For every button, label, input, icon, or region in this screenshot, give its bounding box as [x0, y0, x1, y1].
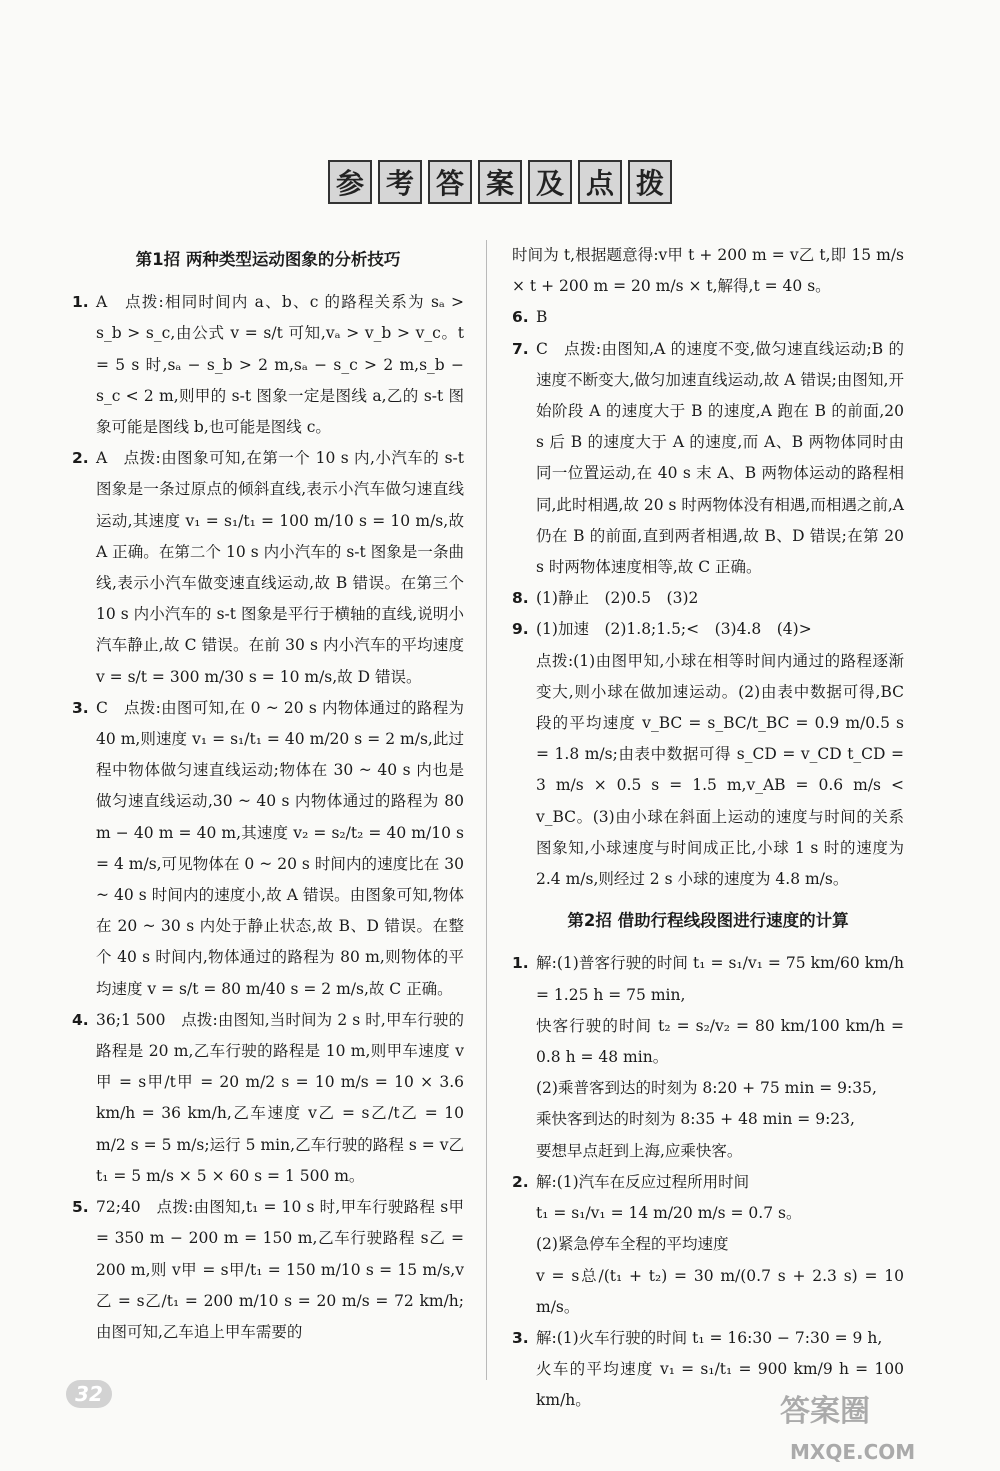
- page-header: [0, 160, 1000, 204]
- item-number: 2.: [72, 449, 89, 468]
- continued-text: 时间为 t,根据题意得:v甲 t + 200 m = v乙 t,即 15 m/s × t + 200 m = 20 m/s × t,解得,t = 40 s。: [512, 246, 904, 296]
- answer-item: [512, 302, 904, 333]
- item-line: 解:(1)普客行驶的时间 t₁ = s₁/v₁ = 75 km/60 km/h = 1.25 h = 75 min,: [536, 954, 904, 1004]
- section-heading-2: 第2招 借助行程线段图进行速度的计算: [567, 911, 849, 931]
- answer-item: [72, 443, 464, 693]
- item-line: 火车的平均速度 v₁ = s₁/t₁ = 900 km/9 h = 100 km/h。: [536, 1360, 904, 1410]
- item-line: 快客行驶的时间 t₂ = s₂/v₂ = 80 km/100 km/h = 0.8 h = 48 min。: [536, 1016, 904, 1067]
- item-text: (1)加速 (2)1.8;1.5;< (3)4.8 (4)>: [536, 620, 812, 639]
- right-column: [512, 240, 904, 1417]
- title-char: 案: [478, 160, 522, 204]
- item-line: 解:(1)火车行驶的时间 t₁ = 16:30 − 7:30 = 9 h,: [536, 1328, 883, 1347]
- item-number: 2.: [512, 1172, 529, 1191]
- item-line: t₁ = s₁/v₁ = 14 m/20 m/s = 0.7 s。: [536, 1204, 802, 1223]
- section-heading-1: 第1招 两种类型运动图象的分析技巧: [135, 250, 401, 269]
- answer-item: [72, 693, 464, 1005]
- title-char: 拨: [628, 160, 672, 204]
- title-char: 参: [328, 160, 372, 204]
- item-number: 5.: [72, 1198, 89, 1217]
- item-text: 36;1 500 点拨:由图知,当时间为 2 s 时,甲车行驶的路程是 20 m,乙车行驶的路程是 10 m,则甲车速度 v甲 = s甲/t甲 = 20 m/2 s = 10 m/s = 10 × 3.6 km/h = 36 km/h,乙车速度 v乙 = s乙/t乙 = 10 m/2 s = 5 m/s;运行 5 min,乙车行驶的路程 s = v乙 t₁ = 5 m/s × 5 × 60 s = 1 500 m。: [96, 1010, 464, 1185]
- answer-item: [512, 1167, 904, 1323]
- item-line: 要想早点赶到上海,应乘快客。: [536, 1141, 743, 1160]
- watermark-logo: 答案圈: [780, 1394, 870, 1429]
- item-text: (1)静止 (2)0.5 (3)2: [536, 589, 699, 608]
- item-line: v = s总/(t₁ + t₂) = 30 m/(0.7 s + 2.3 s) = 10 m/s。: [536, 1266, 904, 1316]
- item-body: [536, 948, 904, 1166]
- answer-item: [72, 1005, 464, 1192]
- item-line: (2)紧急停车全程的平均速度: [536, 1235, 729, 1254]
- left-column: [72, 240, 464, 1348]
- item-number: 8.: [512, 589, 529, 608]
- item-line: (2)乘普客到达的时刻为 8:20 + 75 min = 9:35,: [536, 1079, 877, 1098]
- title-char: 考: [378, 160, 422, 204]
- item-number: 3.: [512, 1328, 529, 1347]
- item-9-explanation: 点拨:(1)由图甲知,小球在相等时间内通过的路程逐渐变大,则小球在做加速运动。(2)由表中数据可得,BC 段的平均速度 v_BC = s_BC/t_BC = 0.9 m/0.5 s = 1.8 m/s;由表中数据可得 s_CD = v_CD t_CD = 3 m/s × 0.5 s = 1.5 m,v_AB = 0.6 m/s < v_BC。(3)由小球在斜面上运动的速度与时间的关系图象知,小球速度与时间成正比,小球 1 s 时的速度为 2.4 m/s,则经过 2 s 小球的速度为 4.8 m/s。: [536, 651, 904, 889]
- watermark-url: MXQE.COM: [790, 1440, 916, 1464]
- item-number: 7.: [512, 339, 529, 358]
- title-char: 答: [428, 160, 472, 204]
- item-text: A 点拨:相同时间内 a、b、c 的路程关系为 sₐ > s_b > s_c,由公式 v = s/t 可知,vₐ > v_b > v_c。t = 5 s 时,sₐ − s_b > 2 m,sₐ − s_c > 2 m,s_b − s_c < 2 m,则甲的 s-t 图象一定是图线 a,乙的 s-t 图象可能是图线 b,也可能是图线 c。: [96, 293, 464, 437]
- item-text: B: [536, 308, 548, 327]
- item-number: 9.: [512, 620, 529, 639]
- item-text: 72;40 点拨:由图知,t₁ = 10 s 时,甲车行驶路程 s甲 = 350 m − 200 m = 150 m,乙车行驶路程 s乙 = 200 m,则 v甲 = s甲/t₁ = 150 m/10 s = 15 m/s,v乙 = s乙/t₁ = 200 m/10 s = 20 m/s = 72 km/h;由图可知,乙车追上甲车需要的: [96, 1198, 464, 1341]
- title-char: 点: [578, 160, 622, 204]
- page-title: [328, 160, 672, 204]
- item-line: 解:(1)汽车在反应过程所用时间: [536, 1172, 750, 1191]
- page-number: 32: [66, 1380, 112, 1408]
- item-text: C 点拨:由图可知,在 0 ~ 20 s 内物体通过的路程为 40 m,则速度 v₁ = s₁/t₁ = 40 m/20 s = 2 m/s,此过程中物体做匀速直线运动;物体在 30 ~ 40 s 内也是做匀速直线运动,30 ~ 40 s 内物体通过的路程为 80 m − 40 m = 40 m,其速度 v₂ = s₂/t₂ = 40 m/10 s = 4 m/s,可见物体在 0 ~ 20 s 时间内的速度比在 30 ~ 40 s 时间内的速度小,故 A 错误。由图象可知,物体在 20 ~ 30 s 内处于静止状态,故 B、D 错误。在整个 40 s 时间内,物体通过的路程为 80 m,则物体的平均速度 v = s/t = 80 m/40 s = 2 m/s,故 C 正确。: [96, 698, 464, 998]
- item-number: 6.: [512, 308, 529, 327]
- item-text: C 点拨:由图知,A 的速度不变,做匀速直线运动;B 的速度不断变大,做匀加速直线运动,故 A 错误;由图知,开始阶段 A 的速度大于 B 的速度,A 跑在 B 的前面,20 s 后 B 的速度大于 A 的速度,而 A、B 两物体同时由同一位置运动,在 40 s 末 A、B 两物体运动的路程相同,此时相遇,故 20 s 时两物体没有相遇,而相遇之前,A 仍在 B 的前面,直到两者相遇,故 B、D 错误;在第 20 s 时两物体速度相等,故 C 正确。: [536, 339, 904, 577]
- item-number: 4.: [72, 1010, 89, 1029]
- item-body: [536, 1167, 904, 1323]
- answer-item: [72, 287, 464, 443]
- item-number: 3.: [72, 698, 89, 717]
- column-divider: [486, 240, 487, 1380]
- item-number: 1.: [72, 293, 89, 312]
- title-char: 及: [528, 160, 572, 204]
- answer-item: [512, 334, 904, 584]
- item-text: A 点拨:由图象可知,在第一个 10 s 内,小汽车的 s-t 图象是一条过原点的倾斜直线,表示小汽车做匀速直线运动,其速度 v₁ = s₁/t₁ = 100 m/10 s = 10 m/s,故 A 正确。在第二个 10 s 内小汽车的 s-t 图象是一条曲线,表示小汽车做变速直线运动,故 B 错误。在第三个 10 s 内小汽车的 s-t 图象是平行于横轴的直线,说明小汽车静止,故 C 错误。在前 30 s 内小汽车的平均速度 v = s/t = 300 m/30 s = 10 m/s,故 D 错误。: [96, 449, 464, 686]
- answer-item: [512, 614, 904, 645]
- answer-item: [512, 583, 904, 614]
- answer-item: [72, 1192, 464, 1348]
- answer-item: [512, 948, 904, 1166]
- item-number: 1.: [512, 954, 529, 973]
- item-line: 乘快客到达的时刻为 8:35 + 48 min = 9:23,: [536, 1110, 855, 1129]
